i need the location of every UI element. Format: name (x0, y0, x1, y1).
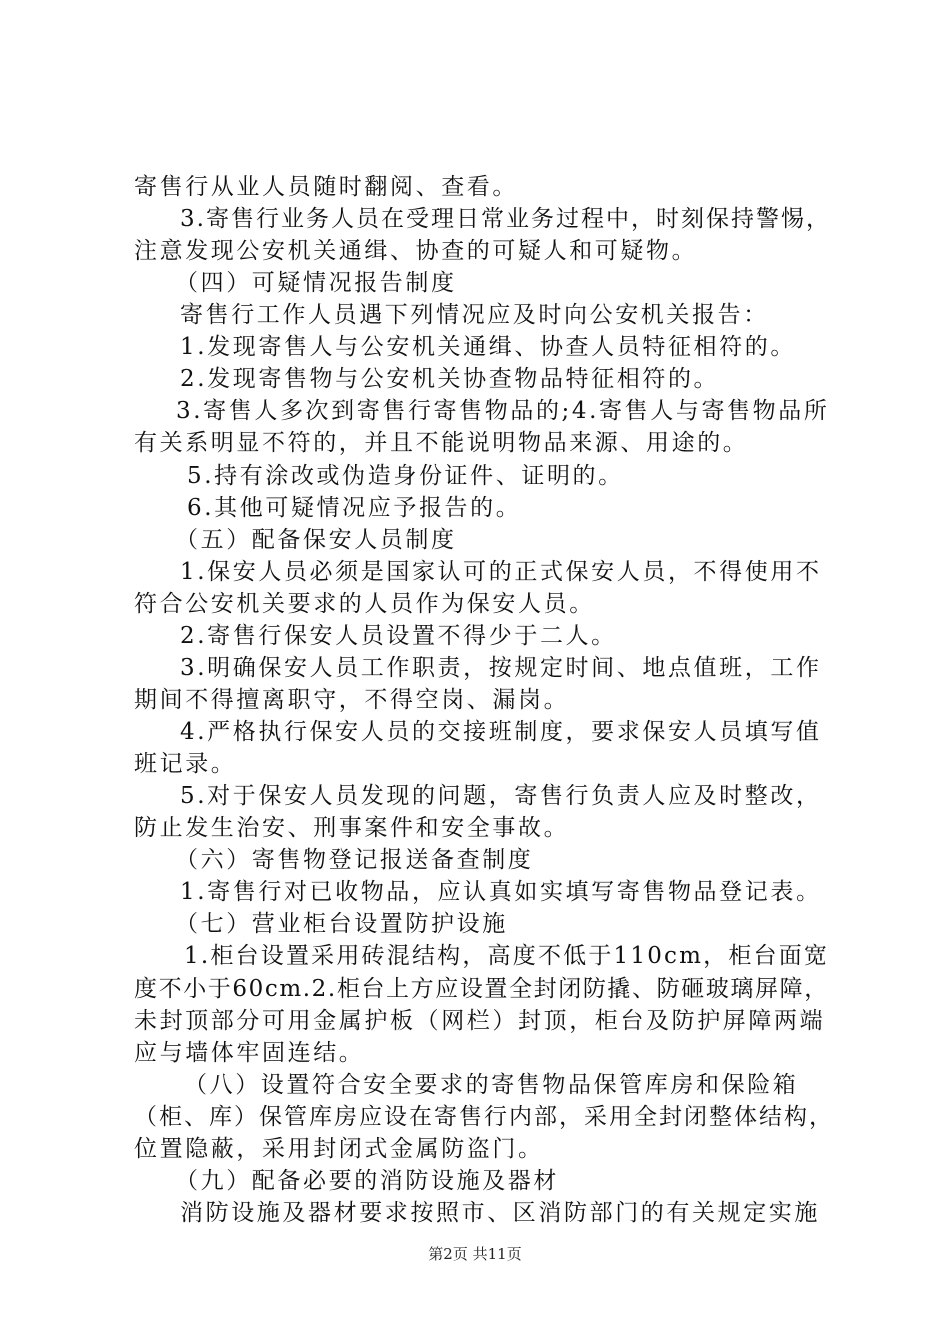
text-line: 6.其他可疑情况应予报告的。 (187, 494, 522, 521)
text-line: 消防设施及器材要求按照市、区消防部门的有关规定实施 (180, 1199, 820, 1226)
text-line: 位置隐蔽，采用封闭式金属防盗门。 (134, 1135, 544, 1162)
text-line: 2.寄售行保安人员设置不得少于二人。 (180, 622, 617, 649)
text-line: 2.发现寄售物与公安机关协查物品特征相符的。 (180, 366, 720, 393)
section-heading: （六）寄售物登记报送备查制度 (175, 847, 534, 874)
text-line: 注意发现公安机关通缉、协查的可疑人和可疑物。 (134, 238, 698, 265)
text-line: 1.柜台设置采用砖混结构，高度不低于110cm，柜台面宽 (184, 943, 830, 970)
text-line: 3.明确保安人员工作职责，按规定时间、地点值班，工作 (180, 654, 822, 681)
text-line: 符合公安机关要求的人员作为保安人员。 (134, 590, 595, 617)
text-line: 未封顶部分可用金属护板（网栏）封顶，柜台及防护屏障两端 (134, 1007, 826, 1034)
page-number-footer: 第2页 共11页 (428, 1245, 522, 1263)
text-line: （柜、库）保管库房应设在寄售行内部，采用全封闭整体结构， (134, 1103, 834, 1130)
text-line: 3.寄售人多次到寄售行寄售物品的;4.寄售人与寄售物品所 (176, 398, 830, 425)
text-line: 1.保安人员必须是国家认可的正式保安人员，不得使用不 (180, 558, 822, 585)
section-heading: （七）营业柜台设置防护设施 (175, 911, 508, 938)
section-heading: （九）配备必要的消防设施及器材 (175, 1167, 559, 1194)
text-line: 防止发生治安、刑事案件和安全事故。 (134, 815, 570, 842)
text-line: 寄售行工作人员遇下列情况应及时向公安机关报告： (180, 302, 769, 329)
text-line: 4.严格执行保安人员的交接班制度，要求保安人员填写值 (180, 719, 822, 746)
section-heading: （八）设置符合安全要求的寄售物品保管库房和保险箱 (184, 1071, 799, 1098)
section-heading: （四）可疑情况报告制度 (175, 270, 457, 297)
text-line: 1.寄售行对已收物品，应认真如实填写寄售物品登记表。 (180, 879, 822, 906)
text-line: 班记录。 (134, 751, 237, 778)
text-line: 3.寄售行业务人员在受理日常业务过程中，时刻保持警惕， (180, 206, 831, 233)
text-line: 5.对于保安人员发现的问题，寄售行负责人应及时整改， (180, 783, 822, 810)
text-line: 1.发现寄售人与公安机关通缉、协查人员特征相符的。 (180, 334, 796, 361)
text-line: 5.持有涂改或伪造身份证件、证明的。 (187, 462, 624, 489)
text-line: 期间不得擅离职守，不得空岗、漏岗。 (134, 686, 570, 713)
section-heading: （五）配备保安人员制度 (175, 526, 457, 553)
text-line: 应与墙体牢固连结。 (134, 1039, 365, 1066)
text-line: 寄售行从业人员随时翻阅、查看。 (134, 174, 518, 200)
text-line: 度不小于60cm.2.柜台上方应设置全封闭防撬、防砸玻璃屏障， (134, 975, 829, 1002)
text-line: 有关系明显不符的，并且不能说明物品来源、用途的。 (134, 430, 749, 457)
